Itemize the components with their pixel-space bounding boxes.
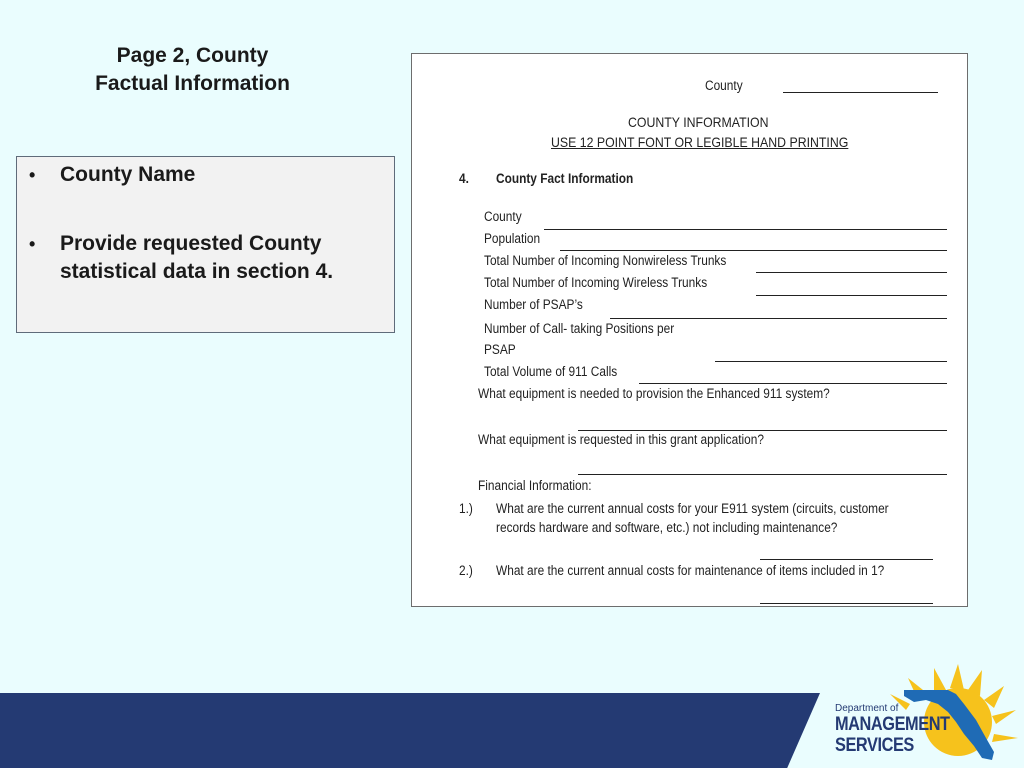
logo-line3: SERVICES xyxy=(835,735,914,756)
field-volume: Total Volume of 911 Calls xyxy=(484,364,618,379)
field-line xyxy=(756,295,947,296)
field-line xyxy=(544,229,947,230)
form-county-label: County xyxy=(705,78,743,93)
field-q1-line2: records hardware and software, etc.) not including maintenance? xyxy=(496,520,838,535)
form-section-number: 4. xyxy=(459,171,469,186)
field-positions-line2: PSAP xyxy=(484,342,516,357)
slide-title xyxy=(60,42,325,98)
field-line xyxy=(760,559,933,560)
field-line xyxy=(610,318,947,319)
bullet-box xyxy=(16,156,395,333)
field-line xyxy=(639,383,947,384)
field-line xyxy=(560,250,947,251)
logo-line2: MANAGEMENT xyxy=(835,714,950,735)
footer-band xyxy=(0,693,820,768)
field-county: County xyxy=(484,209,522,224)
logo-line1: Department of xyxy=(835,703,899,714)
field-positions-line1: Number of Call- taking Positions per xyxy=(484,321,675,336)
field-financial: Financial Information: xyxy=(478,478,592,493)
field-line xyxy=(715,361,947,362)
bullet-dot-icon: • xyxy=(29,165,36,185)
field-q1-line1: What are the current annual costs for your E911 system (circuits, customer xyxy=(496,501,889,516)
bullet-text: County Name xyxy=(60,163,196,186)
field-q2-number: 2.) xyxy=(459,563,473,578)
field-equipment-requested: What equipment is requested in this grant application? xyxy=(478,432,764,447)
form-image xyxy=(411,53,968,607)
field-psaps: Number of PSAP’s xyxy=(484,297,583,312)
field-equipment-needed: What equipment is needed to provision the Enhanced 911 system? xyxy=(478,386,830,401)
field-line xyxy=(578,474,947,475)
form-section-title: County Fact Information xyxy=(496,171,634,186)
slide-title-line2: Factual Information xyxy=(95,72,290,95)
bullet-text: Provide requested County statistical data in section 4. xyxy=(60,232,334,283)
form-county-line xyxy=(783,92,938,93)
field-population: Population xyxy=(484,231,541,246)
bullet-dot-icon: • xyxy=(29,234,36,254)
field-q1-number: 1.) xyxy=(459,501,473,516)
field-line xyxy=(578,430,947,431)
form-heading1: COUNTY INFORMATION xyxy=(628,114,769,130)
field-wireless: Total Number of Incoming Wireless Trunks xyxy=(484,275,708,290)
form-heading2: USE 12 POINT FONT OR LEGIBLE HAND PRINTING xyxy=(551,134,849,150)
slide-title-line1: Page 2, County xyxy=(116,44,269,67)
field-line xyxy=(760,603,933,604)
field-line xyxy=(756,272,947,273)
field-q2: What are the current annual costs for maintenance of items included in 1? xyxy=(496,563,885,578)
field-nonwireless: Total Number of Incoming Nonwireless Trunks xyxy=(484,253,727,268)
